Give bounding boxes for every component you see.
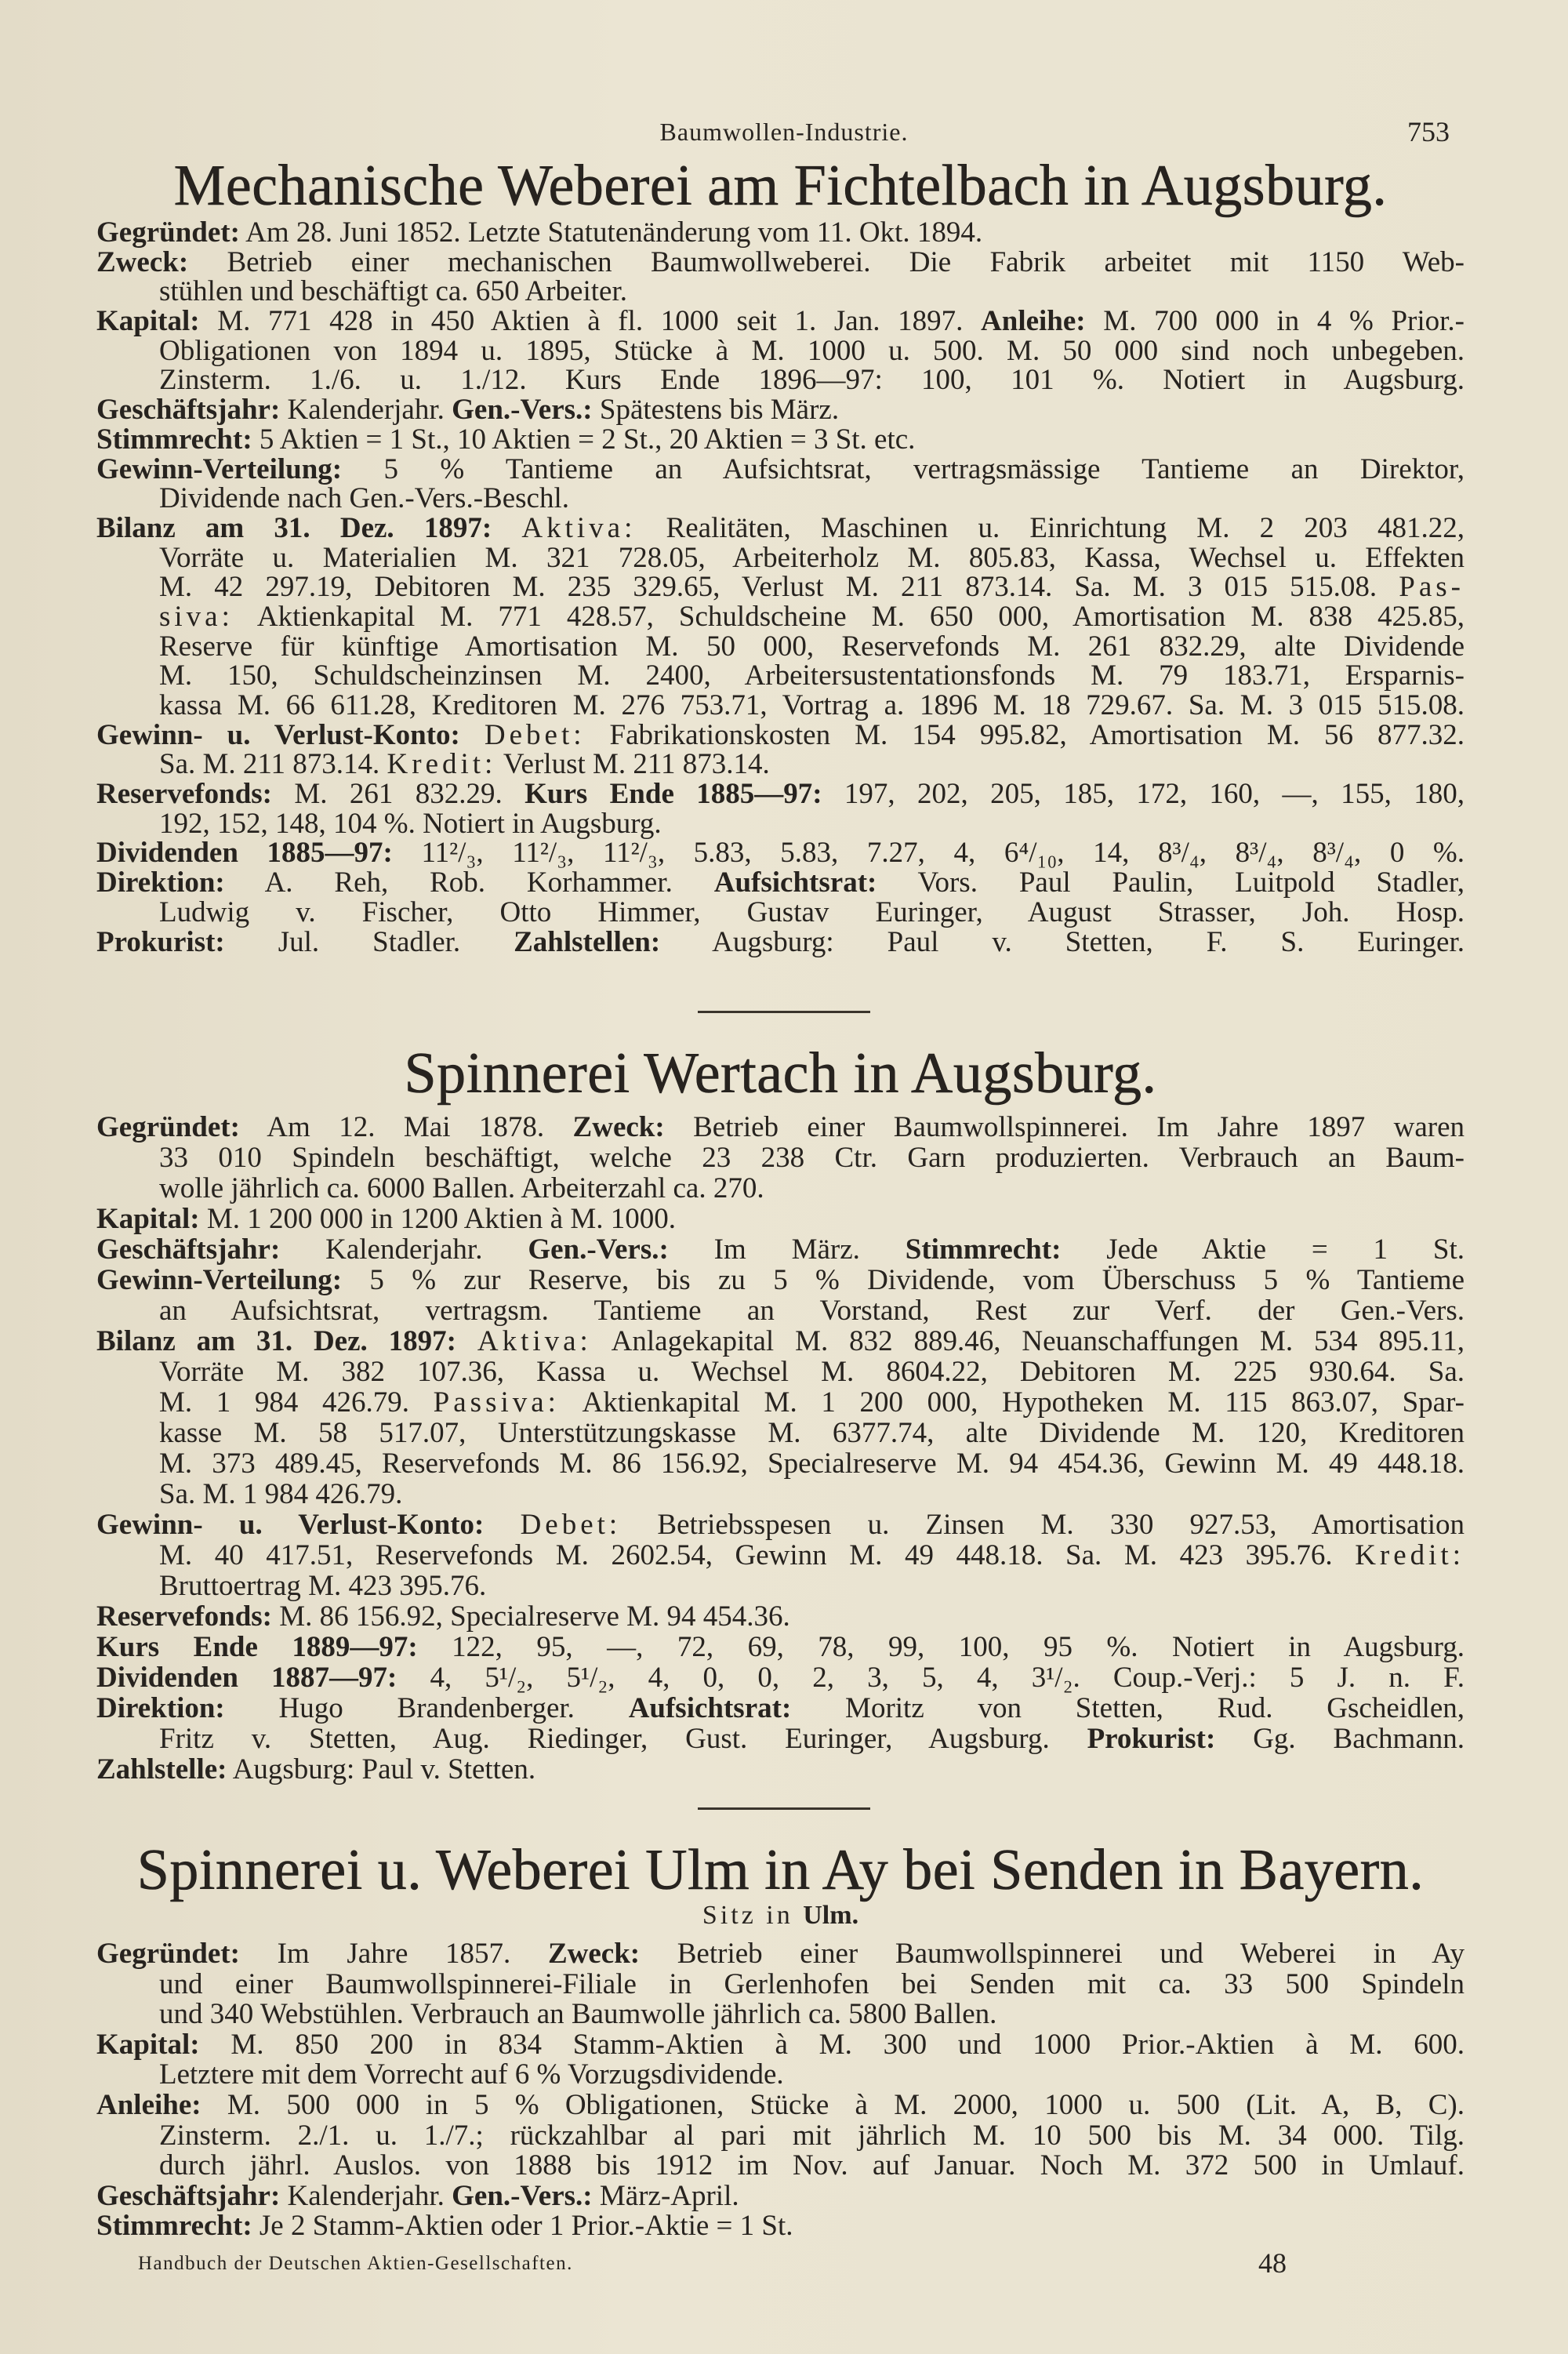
field-text: M. 850 200 in 834 Stamm-Aktien à M. 300 und 1000 Prior.-Aktien à M. 600. <box>199 2028 1465 2061</box>
field-label: Gewinn-Verteilung: <box>96 452 343 485</box>
section-divider <box>698 1807 870 1810</box>
entry-continuation-line <box>96 1448 1465 1479</box>
entry-paragraph-line <box>96 1265 1465 1295</box>
field-text: 5 % zur Reserve, bis zu 5 % Dividende, vom Überschuss 5 % Tantieme <box>342 1264 1465 1296</box>
field-label: Zahlstellen: <box>514 925 661 958</box>
spaced-label: Debet: <box>520 1509 622 1541</box>
field-label: Gewinn- u. Verlust-Konto: <box>96 718 460 751</box>
field-label: Stimmrecht: <box>96 423 252 456</box>
entry-paragraph-line <box>96 2030 1465 2061</box>
spaced-label: Debet: <box>484 718 586 751</box>
seat-label: Sitz in <box>702 1901 793 1930</box>
field-text: A. Reh, Rob. Korhammer. <box>224 866 714 899</box>
entry-continuation-line <box>96 1571 1465 1601</box>
running-head <box>0 116 1568 147</box>
field-label: Dividenden 1885—97: <box>96 837 393 870</box>
field-label: Stimmrecht: <box>905 1233 1062 1266</box>
seat-city: Ulm. <box>803 1901 859 1930</box>
field-text: 11²/₃, 11²/₃, 11²/₃, 5.83, 5.83, 7.27, 4, 6⁴/₁₀, 14, 8³/₄, 8³/₄, 8³/₄, 0 %. <box>392 837 1465 870</box>
field-label: Zweck: <box>547 1938 641 1970</box>
field-label: Geschäftsjahr: <box>96 394 281 427</box>
field-text: Kalenderjahr. <box>280 2179 452 2212</box>
entry-paragraph-line <box>96 425 1465 455</box>
entry-paragraph-line <box>96 218 1465 248</box>
entry-paragraph-line <box>96 452 1465 485</box>
entry-continuation-line <box>96 2000 1465 2030</box>
field-text: Moritz von Stetten, Rud. Gscheidlen, <box>791 1692 1465 1724</box>
entry-continuation-line <box>96 1724 1465 1754</box>
entry-paragraph-line <box>96 1204 1465 1234</box>
field-label: Kapital: <box>96 1203 200 1235</box>
entry-paragraph-line <box>96 511 1465 544</box>
field-text: M. 1 200 000 in 1200 Aktien à M. 1000. <box>199 1203 676 1235</box>
entry-continuation-line <box>96 2060 1465 2091</box>
footer-book-title: Handbuch der Deutschen Aktien-Gesellschaften. <box>138 2253 573 2274</box>
running-title: Baumwollen-Industrie. <box>659 118 909 146</box>
field-text: und 340 Webstühlen. Verbrauch an Baumwolle jährlich ca. 5800 Ballen. <box>159 1998 997 2031</box>
field-text: M. 86 156.92, Specialreserve M. 94 454.36. <box>272 1600 790 1633</box>
field-text: M. 373 489.45, Reservefonds M. 86 156.92, Specialreserve M. 94 454.36, Gewinn M. 49 448.18. <box>159 1448 1465 1480</box>
entry-continuation-line <box>96 661 1465 691</box>
field-text: M. 1 984 426.79. <box>159 1386 434 1419</box>
field-label: Kurs Ende 1889—97: <box>96 1631 418 1663</box>
field-text: an Aufsichtsrat, vertragsm. Tantieme an Vorstand, Rest zur Verf. der Gen.-Vers. <box>159 1295 1465 1327</box>
entry-continuation-line <box>96 1418 1465 1448</box>
field-text: Vorräte M. 382 107.36, Kassa u. Wechsel M. 8604.22, Debitoren M. 225 930.64. Sa. <box>159 1356 1465 1388</box>
field-label: Prokurist: <box>96 925 225 958</box>
field-text <box>460 719 485 751</box>
field-label: Kurs Ende 1885—97: <box>524 778 822 811</box>
field-text: Je 2 Stamm-Aktien oder 1 Prior.-Aktie = 1 St. <box>252 2210 793 2243</box>
entry-continuation-line <box>96 2151 1465 2181</box>
field-text: M. 500 000 in 5 % Obligationen, Stücke à M. 2000, 1000 u. 500 (Lit. A, B, C). <box>201 2088 1465 2121</box>
spaced-label: Aktiva: <box>477 1325 592 1357</box>
entry-continuation-line <box>96 602 1465 632</box>
field-text: M. 700 000 in 4 % Prior.- <box>1085 305 1465 338</box>
entry-continuation-line <box>96 1357 1465 1387</box>
field-text: Am 28. Juni 1852. Letzte Statutenänderung vom 11. Okt. 1894. <box>239 216 983 249</box>
section-divider <box>698 1011 870 1013</box>
entry-paragraph-line <box>96 1601 1465 1632</box>
entry-paragraph-line <box>96 718 1465 751</box>
field-text: 192, 152, 148, 104 %. Notiert in Augsburg. <box>159 807 662 840</box>
entry-continuation-line <box>96 484 1465 514</box>
entry-paragraph-line <box>96 245 1465 278</box>
entry-continuation-line <box>96 2121 1465 2152</box>
field-text: Verlust M. 211 873.14. <box>496 748 770 781</box>
field-text: 122, 95, —, 72, 69, 78, 99, 100, 95 %. Notiert in Augsburg. <box>417 1631 1465 1663</box>
field-text: Dividende nach Gen.-Vers.-Beschl. <box>159 482 569 515</box>
field-label: Gewinn- u. Verlust-Konto: <box>96 1509 485 1541</box>
field-text: M. 771 428 in 450 Aktien à fl. 1000 seit 1. Jan. 1897. <box>199 305 982 338</box>
field-text: Spätestens bis März. <box>592 394 840 427</box>
field-text: Vors. Paul Paulin, Luitpold Stadler, <box>877 866 1465 899</box>
entry-continuation-line <box>96 632 1465 662</box>
entry-continuation-line <box>96 1387 1465 1418</box>
entry-paragraph-line <box>96 779 1465 809</box>
entry-continuation-line <box>96 750 1465 779</box>
entry-continuation-line <box>96 809 1465 839</box>
field-text: Kalenderjahr. <box>280 394 452 427</box>
entry-continuation-line <box>96 1173 1465 1204</box>
company-title-spinnerei-wertach: Spinnerei Wertach in Augsburg. <box>404 1041 1157 1106</box>
field-label: Aufsichtsrat: <box>628 1692 792 1724</box>
entry-paragraph-line <box>96 1693 1465 1724</box>
entry-continuation-line <box>96 895 1465 928</box>
field-label: Gen.-Vers.: <box>452 394 593 427</box>
field-text: Zinsterm. 1./6. u. 1./12. Kurs Ende 1896—97: 100, 101 %. Notiert in Augsburg. <box>159 364 1465 397</box>
field-text: Vorräte u. Materialien M. 321 728.05, Arbeiterholz M. 805.83, Kassa, Wechsel u. Effekten <box>159 541 1465 574</box>
field-text: Aktienkapital M. 1 200 000, Hypotheken M. 115 863.07, Spar- <box>559 1386 1465 1419</box>
entry-continuation-line <box>96 365 1465 395</box>
field-text: Bruttoertrag M. 423 395.76. <box>159 1570 487 1602</box>
field-text: März-April. <box>592 2179 739 2212</box>
field-text: 5 Aktien = 1 St., 10 Aktien = 2 St., 20 Aktien = 3 St. etc. <box>252 423 916 456</box>
field-text: stühlen und beschäftigt ca. 650 Arbeiter. <box>159 275 627 308</box>
company-entry-spinnerei-weberei-ulm <box>96 1939 1465 2242</box>
company-entry-mechanische-weberei <box>96 218 1465 957</box>
entry-paragraph-line <box>96 307 1465 336</box>
field-text: kassa M. 66 611.28, Kreditoren M. 276 753.71, Vortrag a. 1896 M. 18 729.67. Sa. M. 3 015 515.08. <box>159 689 1465 721</box>
field-text: Betrieb einer Baumwollspinnerei und Weberei in Ay <box>640 1938 1465 1970</box>
entry-paragraph-line <box>96 1754 1465 1785</box>
entry-paragraph-line <box>96 925 1465 958</box>
field-text <box>492 512 521 544</box>
company-title-spinnerei-weberei-ulm: Spinnerei u. Weberei Ulm in Ay bei Senden in Bayern. <box>136 1838 1425 1902</box>
page-number: 753 <box>1407 116 1450 147</box>
entry-continuation-line <box>96 1967 1465 2000</box>
field-label: Gen.-Vers.: <box>528 1233 669 1266</box>
entry-paragraph-line <box>96 868 1465 898</box>
entry-paragraph-line <box>96 838 1465 868</box>
field-text: Betrieb einer mechanischen Baumwollweberei. Die Fabrik arbeitet mit 1150 Web- <box>188 245 1465 278</box>
field-text: durch jährl. Auslos. von 1888 bis 1912 im Nov. auf Januar. Noch M. 372 500 in Umlauf. <box>159 2149 1465 2182</box>
field-text: Fritz v. Stetten, Aug. Riedinger, Gust. Euringer, Augsburg. <box>159 1723 1087 1755</box>
entry-paragraph-line <box>96 1509 1465 1540</box>
field-text: Sa. M. 211 873.14. <box>159 748 387 781</box>
field-text: M. 40 417.51, Reservefonds M. 2602.54, Gewinn M. 49 448.18. Sa. M. 423 395.76. <box>159 1539 1356 1571</box>
entry-continuation-line <box>96 1479 1465 1509</box>
spaced-label: Kredit: <box>387 748 497 781</box>
field-text: Hugo Brandenberger. <box>224 1692 629 1724</box>
entry-paragraph-line <box>96 1326 1465 1357</box>
field-text: M. 150, Schuldscheinzinsen M. 2400, Arbeitersustentationsfonds M. 79 183.71, Ersparnis- <box>159 659 1465 692</box>
field-label: Reservefonds: <box>96 778 273 811</box>
field-text: M. 261 832.29. <box>272 778 525 811</box>
field-text: Im Jahre 1857. <box>239 1938 548 1970</box>
field-text: Am 12. Mai 1878. <box>239 1111 573 1143</box>
field-label: Gewinn-Verteilung: <box>96 1264 343 1296</box>
spaced-label: Kredit: <box>1355 1539 1465 1571</box>
entry-continuation-line <box>96 572 1465 602</box>
entry-continuation-line <box>96 1142 1465 1173</box>
field-text: 197, 202, 205, 185, 172, 160, —, 155, 180, <box>822 778 1465 811</box>
field-label: Zweck: <box>96 245 189 278</box>
company-seat <box>96 1900 1465 1931</box>
entry-continuation-line <box>96 277 1465 307</box>
field-text: Jede Aktie = 1 St. <box>1061 1233 1465 1266</box>
field-label: Prokurist: <box>1087 1723 1216 1755</box>
field-text: Gg. Bachmann. <box>1215 1723 1465 1755</box>
field-label: Bilanz am 31. Dez. 1897: <box>96 511 492 544</box>
entry-paragraph-line <box>96 1939 1465 1970</box>
entry-continuation-line <box>96 336 1465 366</box>
field-text: Letztere mit dem Vorrecht auf 6 % Vorzugsdividende. <box>159 2058 784 2091</box>
field-text: Augsburg: Paul v. Stetten. <box>227 1753 536 1785</box>
field-label: Zahlstelle: <box>96 1753 227 1785</box>
field-label: Gegründet: <box>96 216 240 249</box>
field-text: Ludwig v. Fischer, Otto Himmer, Gustav Euringer, August Strasser, Joh. Hosp. <box>159 895 1465 928</box>
field-label: Aufsichtsrat: <box>713 866 877 899</box>
field-text: und einer Baumwollspinnerei-Filiale in Gerlenhofen bei Senden mit ca. 33 500 Spindeln <box>159 1967 1465 2000</box>
field-text: Zinsterm. 2./1. u. 1./7.; rückzahlbar al pari mit jährlich M. 10 500 bis M. 34 000. Tilg. <box>159 2119 1465 2152</box>
entry-paragraph-line <box>96 1662 1465 1693</box>
field-text: Jul. Stadler. <box>224 925 514 958</box>
field-text: 33 010 Spindeln beschäftigt, welche 23 238 Ctr. Garn produzierten. Verbrauch an Baum- <box>159 1142 1465 1174</box>
field-text: wolle jährlich ca. 6000 Ballen. Arbeiterzahl ca. 270. <box>159 1172 764 1204</box>
field-text: Realitäten, Maschinen u. Einrichtung M. 2 203 481.22, <box>636 511 1465 544</box>
entry-paragraph-line <box>96 2088 1465 2121</box>
field-text: Augsburg: Paul v. Stetten, F. S. Euringer. <box>660 925 1465 958</box>
field-label: Anleihe: <box>981 305 1086 338</box>
entry-continuation-line <box>96 1295 1465 1326</box>
field-text: Anlagekapital M. 832 889.46, Neuanschaffungen M. 534 895.11, <box>591 1325 1465 1357</box>
company-title-mechanische-weberei: Mechanische Weberei am Fichtelbach in Augsburg. <box>173 154 1388 218</box>
entry-paragraph-line <box>96 2181 1465 2212</box>
entry-continuation-line <box>96 543 1465 573</box>
field-text: M. 42 297.19, Debitoren M. 235 329.65, Verlust M. 211 873.14. Sa. M. 3 015 515.08. <box>159 571 1399 604</box>
field-label: Bilanz am 31. Dez. 1897: <box>96 1325 456 1357</box>
spaced-label: Aktiva: <box>521 511 637 544</box>
field-text: Betriebsspesen u. Zinsen M. 330 927.53, Amortisation <box>621 1509 1465 1541</box>
field-text: Fabrikationskosten M. 154 995.82, Amortisation M. 56 877.32. <box>585 718 1465 751</box>
field-label: Reservefonds: <box>96 1600 273 1633</box>
entry-paragraph-line <box>96 395 1465 425</box>
field-text: 5 % Tantieme an Aufsichtsrat, vertragsmässige Tantieme an Direktor, <box>342 452 1465 485</box>
field-text: kasse M. 58 517.07, Unterstützungskasse M. 6377.74, alte Dividende M. 120, Kreditoren <box>159 1417 1465 1449</box>
footer-sheet-number: 48 <box>1258 2247 1287 2279</box>
field-label: Direktion: <box>96 866 225 899</box>
entry-continuation-line <box>96 1540 1465 1571</box>
field-text: Kalenderjahr. <box>280 1233 528 1266</box>
entry-paragraph-line <box>96 1234 1465 1265</box>
field-label: Anleihe: <box>96 2088 201 2121</box>
field-label: Geschäftsjahr: <box>96 2179 281 2212</box>
field-label: Gegründet: <box>96 1111 240 1143</box>
spaced-label: Pas- <box>1399 571 1465 604</box>
field-label: Geschäftsjahr: <box>96 1233 281 1266</box>
spaced-label: Passiva: <box>433 1386 560 1419</box>
field-text: Sa. M. 1 984 426.79. <box>159 1478 403 1510</box>
entry-paragraph-line <box>96 1632 1465 1662</box>
entry-continuation-line <box>96 691 1465 721</box>
field-label: Direktion: <box>96 1692 225 1724</box>
field-label: Dividenden 1887—97: <box>96 1662 397 1694</box>
field-text: Obligationen von 1894 u. 1895, Stücke à M. 1000 u. 500. M. 50 000 sind noch unbegeben. <box>159 334 1465 367</box>
field-label: Gegründet: <box>96 1938 240 1970</box>
field-text: Aktienkapital M. 771 428.57, Schuldscheine M. 650 000, Amortisation M. 838 425.85, <box>233 600 1465 633</box>
field-label: Kapital: <box>96 305 200 338</box>
field-text: Im März. <box>668 1233 906 1266</box>
spaced-label: siva: <box>159 600 234 633</box>
field-label: Stimmrecht: <box>96 2210 252 2243</box>
field-text: Reserve für künftige Amortisation M. 50 000, Reservefonds M. 261 832.29, alte Dividende <box>159 630 1465 663</box>
field-label: Gen.-Vers.: <box>452 2179 593 2212</box>
field-text <box>484 1509 520 1541</box>
field-text: Betrieb einer Baumwollspinnerei. Im Jahre 1897 waren <box>664 1111 1465 1143</box>
field-label: Kapital: <box>96 2028 200 2061</box>
field-text: 4, 5¹/₂, 5¹/₂, 4, 0, 0, 2, 3, 5, 4, 3¹/₂. Coup.-Verj.: 5 J. n. F. <box>397 1662 1465 1694</box>
entry-paragraph-line <box>96 2211 1465 2242</box>
company-entry-spinnerei-wertach <box>96 1112 1465 1785</box>
field-text <box>456 1325 477 1357</box>
entry-paragraph-line <box>96 1112 1465 1142</box>
field-label: Zweck: <box>572 1111 665 1143</box>
